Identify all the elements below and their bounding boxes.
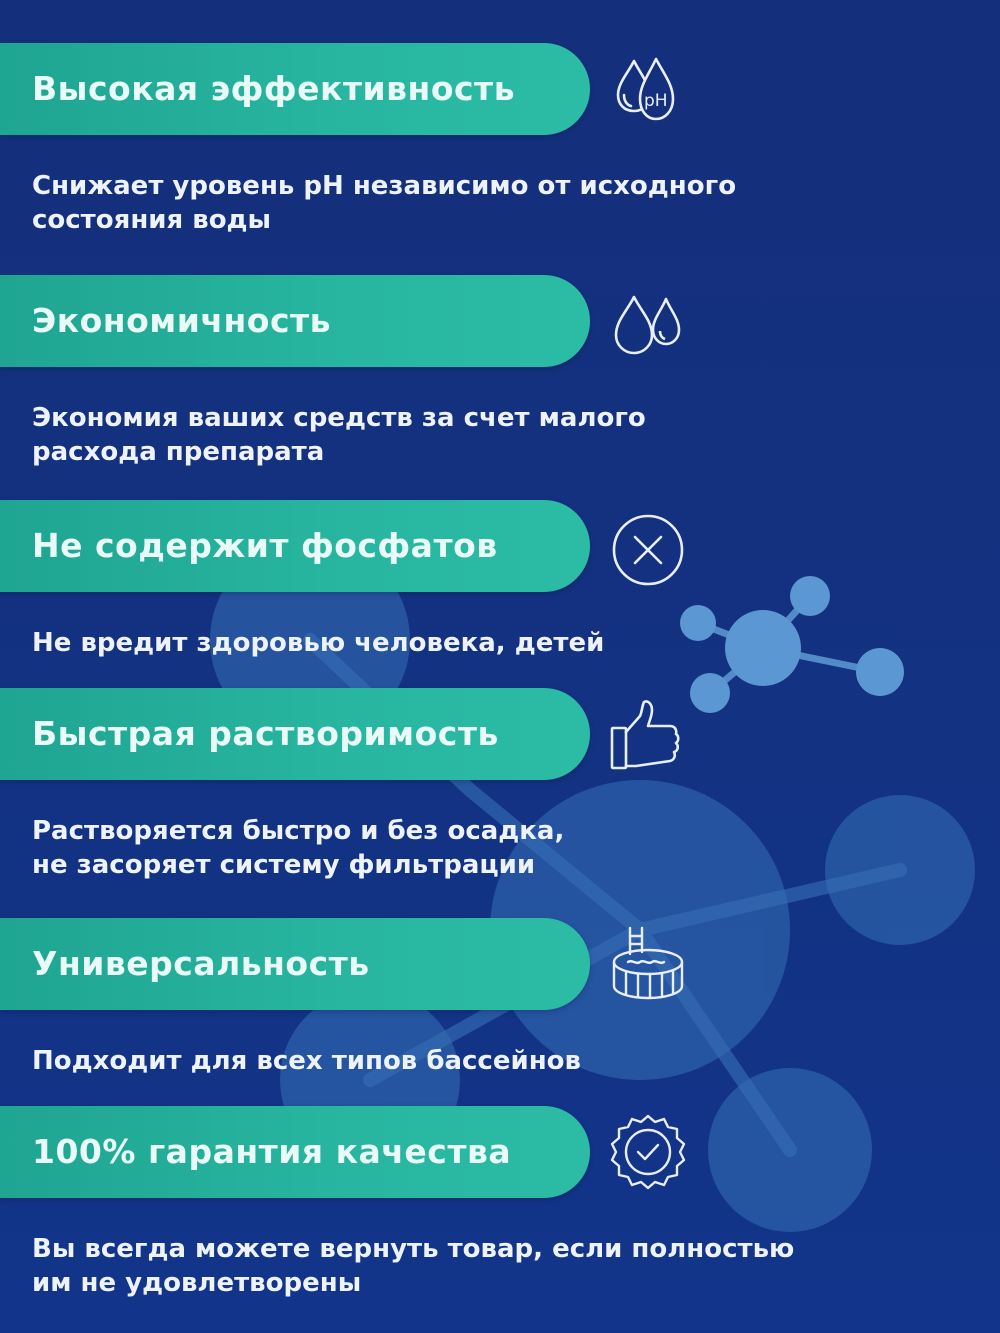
feature-title: Универсальность xyxy=(32,944,370,983)
feature-description xyxy=(32,1044,912,1078)
description-line: расхода препарата xyxy=(32,437,325,467)
drops-icon xyxy=(606,281,690,365)
feature-title: Быстрая растворимость xyxy=(32,714,499,753)
quality-badge-icon xyxy=(606,1112,690,1196)
description-line: Снижает уровень pH независимо от исходного xyxy=(32,171,737,201)
feature-title: Высокая эффективность xyxy=(32,69,516,108)
description-line: Подходит для всех типов бассейнов xyxy=(32,1046,581,1076)
feature-description xyxy=(32,626,912,660)
feature-description xyxy=(32,814,912,882)
description-line: не засоряет систему фильтрации xyxy=(32,850,536,880)
feature-title: 100% гарантия качества xyxy=(32,1132,512,1171)
description-line: Вы всегда можете вернуть товар, если полностью xyxy=(32,1234,795,1264)
feature-title: Экономичность xyxy=(32,301,332,340)
feature-title: Не содержит фосфатов xyxy=(32,526,498,565)
feature-description xyxy=(32,1232,912,1300)
svg-text:pH: pH xyxy=(644,91,668,111)
description-line: Растворяется быстро и без осадка, xyxy=(32,816,565,846)
pool-icon xyxy=(606,924,690,1008)
thumbs-up-icon xyxy=(606,694,690,778)
description-line: Не вредит здоровью человека, детей xyxy=(32,628,605,658)
description-line: им не удовлетворены xyxy=(32,1268,362,1298)
description-line: Экономия ваших средств за счет малого xyxy=(32,403,646,433)
ph-drops-icon xyxy=(606,49,690,133)
description-line: состояния воды xyxy=(32,205,272,235)
circle-x-icon xyxy=(606,506,690,590)
feature-description xyxy=(32,169,912,237)
feature-description xyxy=(32,401,912,469)
